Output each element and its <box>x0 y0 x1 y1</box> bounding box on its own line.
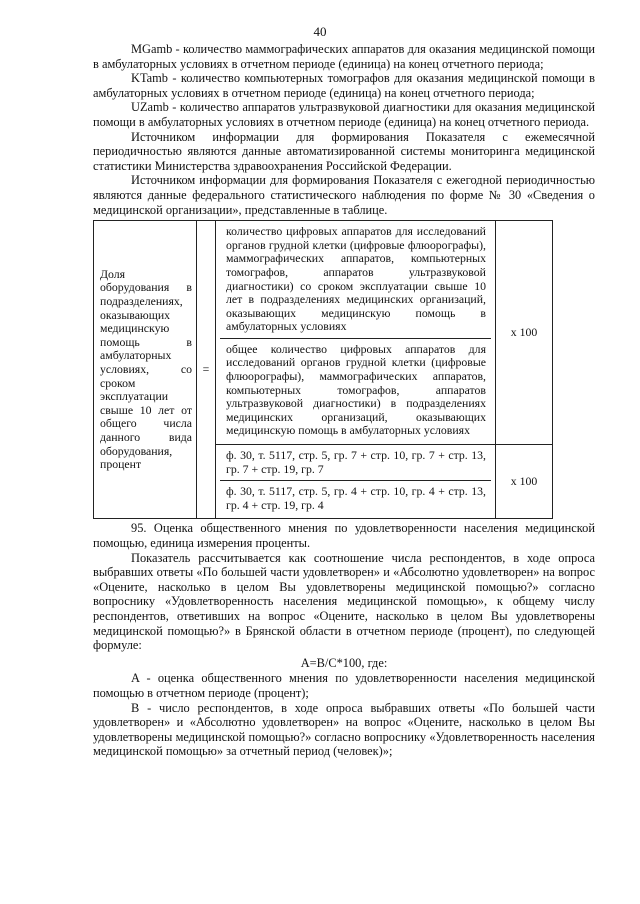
form-denominator: ф. 30, т. 5117, стр. 5, гр. 4 + стр. 10, гр. 4 + стр. 13, гр. 4 + стр. 19, гр. 4 <box>226 484 486 512</box>
multiplier-2: x 100 <box>496 445 553 519</box>
definition-ktamb: KTamb - количество компьютерных томографов для оказания медицинской помощи в амбулаторных условиях в отчетном периоде (единица) на конец отчетного периода; <box>93 71 595 100</box>
page-number: 40 <box>313 24 327 39</box>
form-fraction-cell <box>216 445 496 519</box>
document-body <box>93 42 595 759</box>
definition-a: A - оценка общественного мнения по удовлетворенности населения медицинской помощью в отчетном периоде (процент); <box>93 671 595 700</box>
definition-uzamb: UZamb - количество аппаратов ультразвуковой диагностики для оказания медицинской помощи в амбулаторных условиях в отчетном периоде (единица) на конец отчетного периода. <box>93 100 595 129</box>
indicator-95-description: Показатель рассчитывается как соотношение числа респондентов, в ходе опроса выбравших ответы «По большей части удовлетворен» и «Абсолютно удовлетворен» на вопрос «Оцените, насколько в целом Вы удовлетворены медицинской помощью?» согласно вопроснику «Удовлетворенность населения медицинской помощью», к общему числу респондентов, ответивших на вопрос «Оцените, насколько в целом Вы удовлетворены медицинской помощью?» в Брянской области в отчетном периоде (процент), по следующей формуле: <box>93 550 595 653</box>
indicator-label-cell <box>94 221 197 519</box>
indicator-label: Доля оборудования в подразделениях, оказывающих медицинскую помощь в амбулаторных условиях, со сроком эксплуатации свыше 10 лет от общего числа данного вида оборудования, процент <box>100 266 192 472</box>
indicator-formula-table <box>93 220 553 519</box>
definition-b: B - число респондентов, в ходе опроса выбравших ответы «По большей части удовлетворен» и «Абсолютно удовлетворен» на вопрос «Оцените, насколько в целом Вы удовлетворены медицинской помощью?» согласно вопроснику «Удовлетворенность населения медицинской помощью» за отчетный период (человек)»; <box>93 700 595 759</box>
indicator-95-title: 95. Оценка общественного мнения по удовлетворенности населения медицинской помощью, единица измерения проценты. <box>93 521 595 550</box>
fraction-numerator: количество цифровых аппаратов для исследований органов грудной клетки (цифровые флюорографы), маммографических аппаратов, компьютерных томографов, аппаратов ультразвуковой диагностики) со сроком эксплуатации свыше 10 лет в подразделениях медицинских организаций, оказывающих медицинскую помощь в амбулаторных условиях <box>220 223 491 339</box>
fraction-denominator: общее количество цифровых аппаратов для исследований органов грудной клетки (цифровые флюорографы), маммографических аппаратов, компьютерных томографов, аппаратов ультразвуковой диагностики) в подразделениях медицинских организаций, оказывающих медицинскую помощь в амбулаторных условиях <box>226 341 486 438</box>
source-yearly-paragraph: Источником информации для формирования Показателя с ежегодной периодичностью являются данные федерального статистического наблюдения по форме № 30 «Сведения о медицинской организации», представленные в таблице. <box>93 173 595 217</box>
formula: A=B/C*100, где: <box>300 655 388 670</box>
table-row <box>94 221 553 445</box>
definition-mgamb: MGamb - количество маммографических аппаратов для оказания медицинской помощи в амбулаторных условиях в отчетном периоде (единица) на конец отчетного периода; <box>93 42 595 71</box>
source-monthly-paragraph: Источником информации для формирования Показателя с ежемесячной периодичностью являются данные автоматизированной системы мониторинга медицинской статистики Министерства здравоохранения Российской Федерации. <box>93 129 595 173</box>
fraction-cell <box>216 221 496 445</box>
form-numerator: ф. 30, т. 5117, стр. 5, гр. 7 + стр. 10, гр. 7 + стр. 13, гр. 7 + стр. 19, гр. 7 <box>220 447 491 481</box>
multiplier-1: x 100 <box>496 221 553 445</box>
equals-sign: = <box>197 221 216 519</box>
